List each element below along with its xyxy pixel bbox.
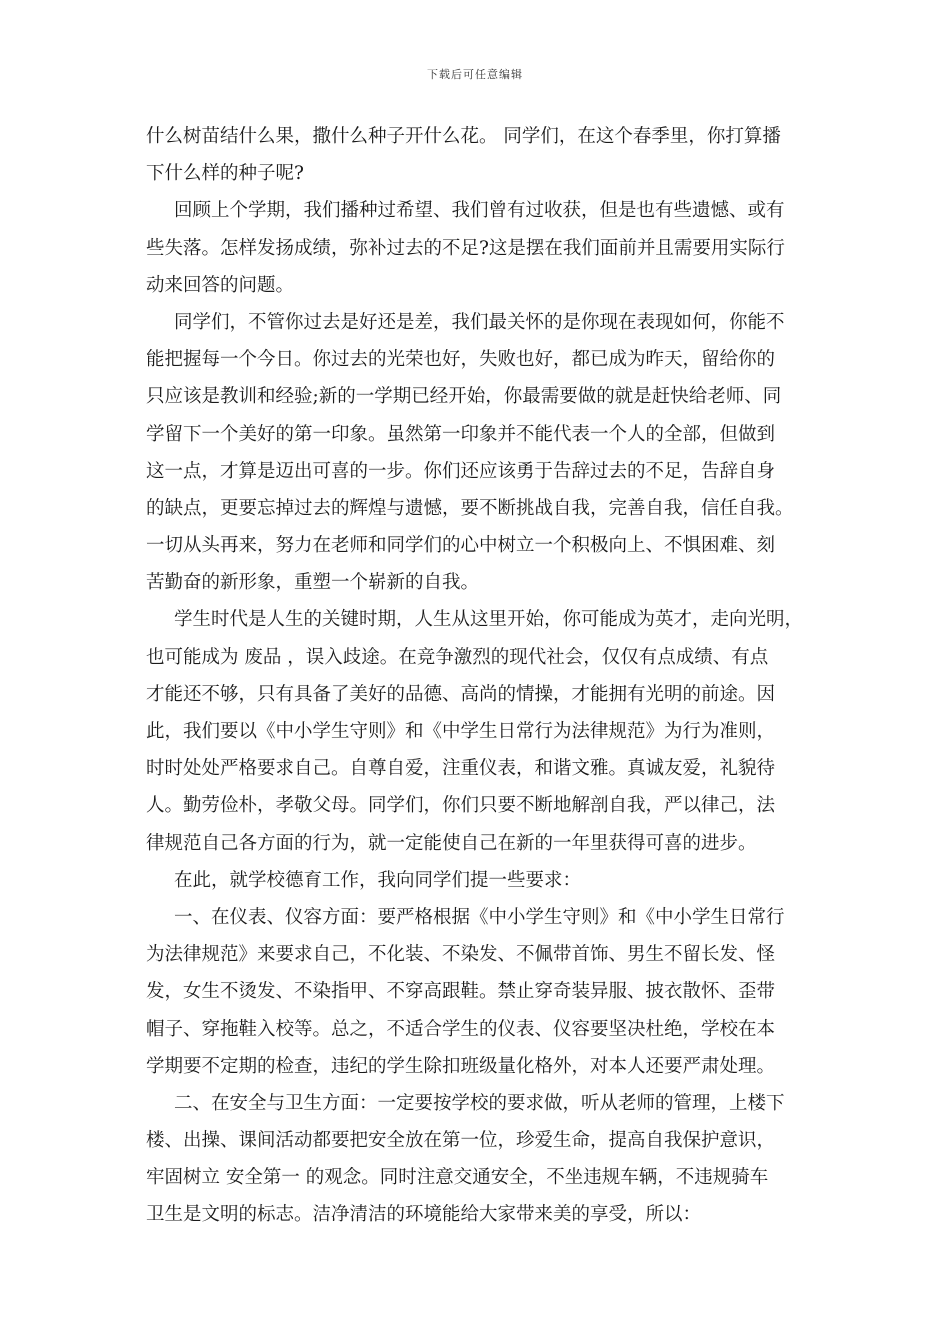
body-line: 同学们，不管你过去是好还是差，我们最关怀的是你现在表现如何，你能不 bbox=[174, 311, 785, 333]
body-line: 卫生是文明的标志。洁净清洁的环境能给大家带来美的享受，所以： bbox=[146, 1204, 702, 1226]
body-line: 学留下一个美好的第一印象。虽然第一印象并不能代表一个人的全部，但做到 bbox=[146, 423, 776, 445]
document-body bbox=[146, 118, 810, 1234]
body-line: 下什么样的种子呢? bbox=[146, 163, 304, 185]
body-line: 为法律规范》来要求自己，不化装、不染发、不佩带首饰、男生不留长发、怪 bbox=[146, 944, 776, 966]
body-line: 一切从头再来，努力在老师和同学们的心中树立一个积极向上、不惧困难、刻 bbox=[146, 535, 776, 557]
body-line: 才能还不够，只有具备了美好的品德、高尚的情操，才能拥有光明的前途。因 bbox=[146, 683, 776, 705]
body-line: 只应该是教训和经验;新的一学期已经开始，你最需要做的就是赶快给老师、同 bbox=[146, 386, 782, 408]
body-line: 律规范自己各方面的行为，就一定能使自己在新的一年里获得可喜的进步。 bbox=[146, 832, 757, 854]
body-line: 此，我们要以《中小学生守则》和《中学生日常行为法律规范》为行为准则， bbox=[146, 721, 776, 742]
body-line: 苦勤奋的新形象，重塑一个崭新的自我。 bbox=[146, 572, 480, 594]
body-line: 在此，就学校德育工作，我向同学们提一些要求： bbox=[174, 869, 582, 891]
body-line: 动来回答的问题。 bbox=[146, 274, 295, 296]
body-line: 的缺点，更要忘掉过去的辉煌与遗憾，要不断挑战自我，完善自我，信任自我。 bbox=[146, 497, 794, 519]
body-line: 些失落。怎样发扬成绩，弥补过去的不足?这是摆在我们面前并且需要用实际行 bbox=[146, 237, 785, 259]
body-line: 二、在安全与卫生方面：一定要按学校的要求做，听从老师的管理，上楼下 bbox=[174, 1092, 785, 1114]
body-line: 楼、出操、课间活动都要把安全放在第一位，珍爱生命，提高自我保护意识， bbox=[146, 1130, 776, 1152]
body-line: 人。勤劳俭朴，孝敬父母。同学们，你们只要不断地解剖自我，严以律己，法 bbox=[146, 795, 776, 817]
page-header: 下载后可任意编辑 bbox=[427, 68, 523, 81]
body-line: 这一点，才算是迈出可喜的一步。你们还应该勇于告辞过去的不足，告辞自身 bbox=[146, 460, 776, 482]
body-line: 什么树苗结什么果，撒什么种子开什么花。 同学们，在这个春季里，你打算播 bbox=[146, 126, 781, 147]
body-line: 也可能成为 废品 ，误入歧途。在竞争激烈的现代社会，仅仅有点成绩、有点 bbox=[146, 646, 769, 668]
body-line: 时时处处严格要求自己。自尊自爱，注重仪表，和谐文雅。真诚友爱，礼貌待 bbox=[146, 758, 776, 780]
body-line: 帽子、穿拖鞋入校等。总之，不适合学生的仪表、仪容要坚决杜绝，学校在本 bbox=[146, 1018, 776, 1040]
body-line: 发，女生不烫发、不染指甲、不穿高跟鞋。禁止穿奇装异服、披衣散怀、歪带 bbox=[146, 981, 776, 1003]
body-line: 回顾上个学期，我们播种过希望、我们曾有过收获，但是也有些遗憾、或有 bbox=[174, 200, 785, 222]
body-line: 学生时代是人生的关键时期，人生从这里开始，你可能成为英才，走向光明， bbox=[174, 609, 804, 631]
body-line: 能把握每一个今日。你过去的光荣也好，失败也好，都已成为昨天，留给你的 bbox=[146, 349, 776, 371]
body-line: 牢固树立 安全第一 的观念。同时注意交通安全，不坐违规车辆，不违规骑车 bbox=[146, 1167, 769, 1189]
body-line: 学期要不定期的检查，违纪的学生除扣班级量化格外，对本人还要严肃处理。 bbox=[146, 1055, 776, 1077]
body-line: 一、在仪表、仪容方面：要严格根据《中小学生守则》和《中小学生日常行 bbox=[174, 906, 785, 928]
